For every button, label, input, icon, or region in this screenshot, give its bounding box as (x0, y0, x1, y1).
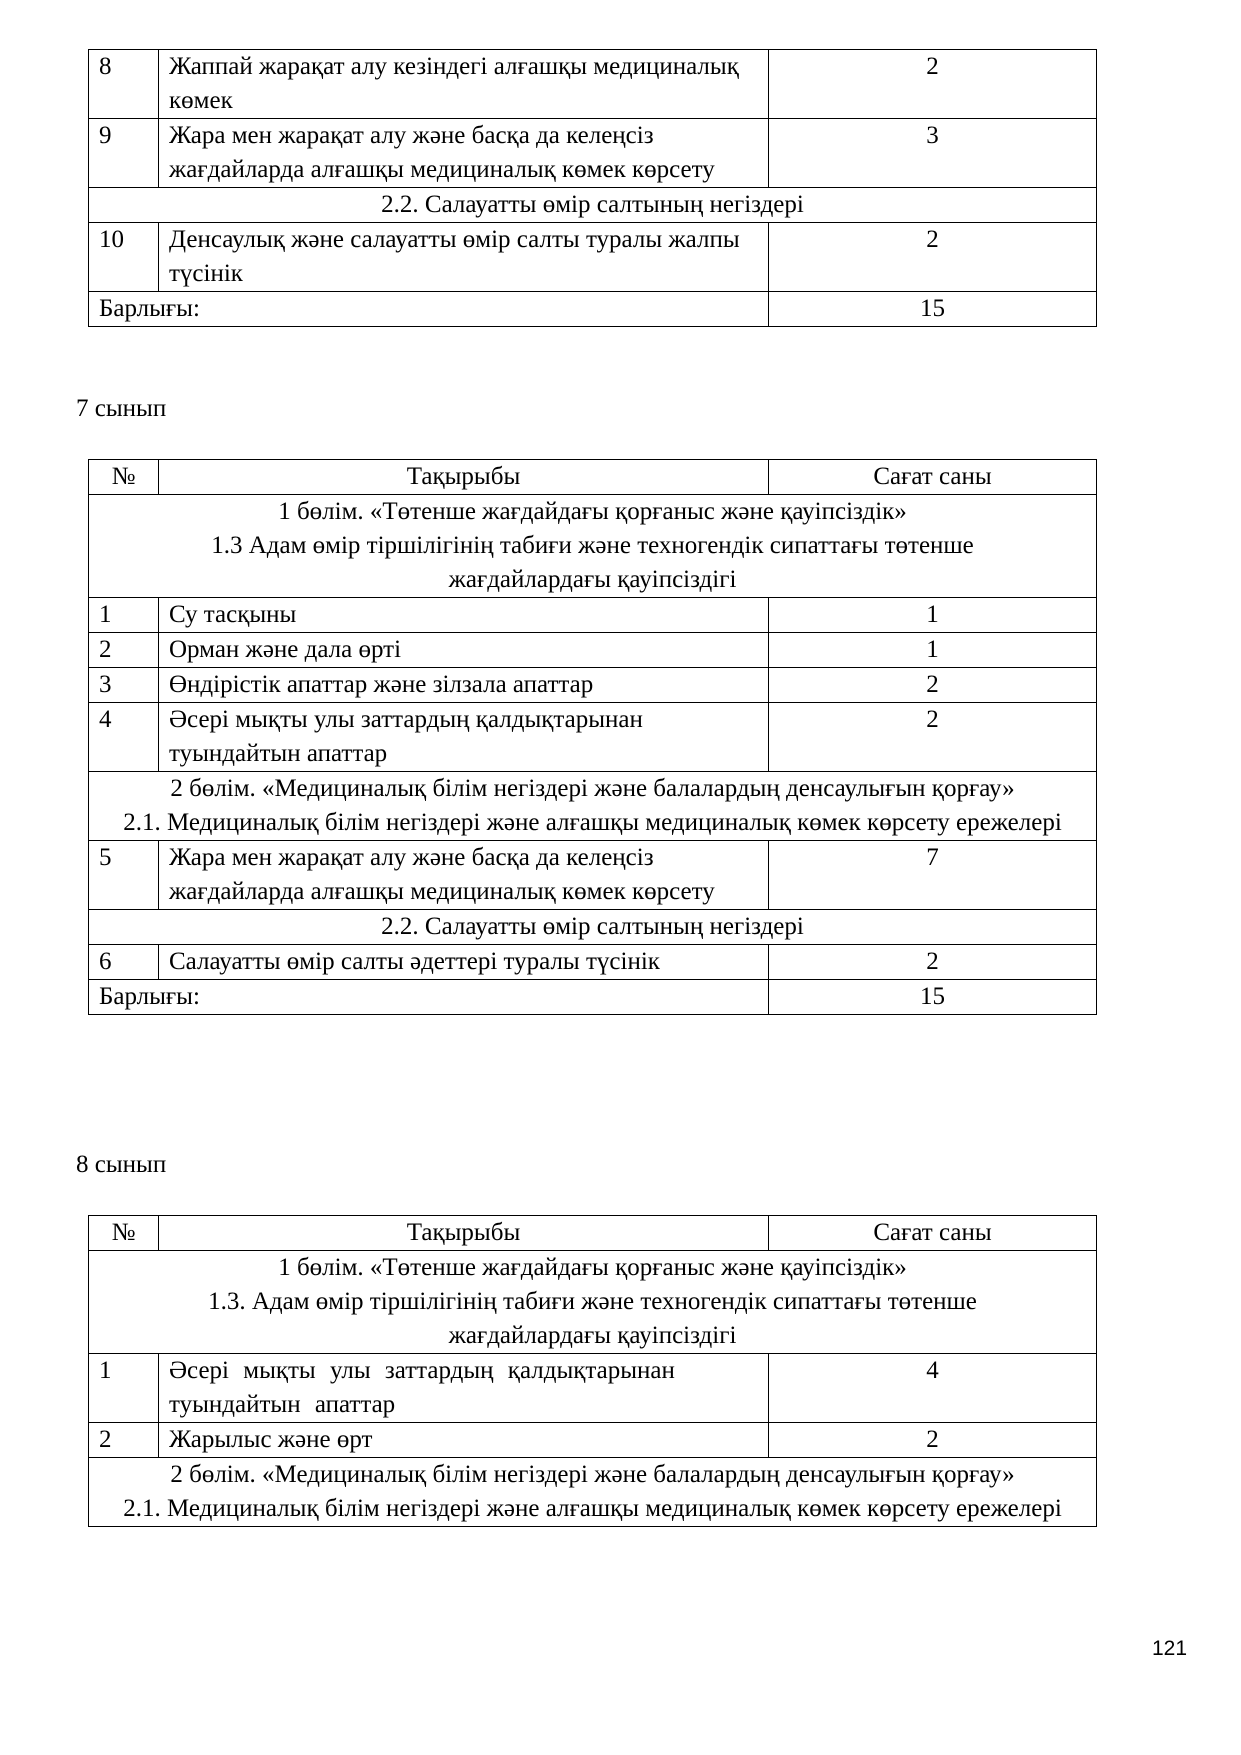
row-topic: Өндірістік апаттар және зілзала апаттар (159, 668, 769, 703)
row-hours: 2 (769, 223, 1097, 292)
row-hours: 2 (769, 703, 1097, 772)
section-block (89, 1251, 1097, 1354)
total-label: Барлығы: (89, 980, 769, 1015)
section-row (89, 1251, 1097, 1354)
table-row (89, 1423, 1097, 1458)
table-row (89, 703, 1097, 772)
section-title: 2.2. Салауатты өмір салтының негіздері (89, 188, 1097, 223)
table-row (89, 668, 1097, 703)
table-row (89, 945, 1097, 980)
section-row (89, 495, 1097, 598)
section-block (89, 772, 1097, 841)
section-block (89, 1458, 1097, 1527)
subsection-title: 2.1. Медициналық білім негіздері және алғашқы медициналық көмек көрсету ережелері (123, 1495, 1062, 1522)
row-hours: 2 (769, 668, 1097, 703)
col-header-number: № (89, 1216, 159, 1251)
row-hours: 2 (769, 1423, 1097, 1458)
row-hours: 2 (769, 50, 1097, 119)
section-block (89, 495, 1097, 598)
total-value: 15 (769, 980, 1097, 1015)
row-number: 4 (89, 703, 159, 772)
table-row (89, 1354, 1097, 1423)
subsection-title: 1.3. Адам өмір тіршілігінің табиғи және техногендік сипаттағы төтенше жағдайлардағы қауіпсіздігі (208, 1288, 977, 1349)
section-title: 2.2. Салауатты өмір салтының негіздері (89, 910, 1097, 945)
table-header-row (89, 1216, 1097, 1251)
page-number: 121 (1152, 1637, 1188, 1660)
section-row (89, 910, 1097, 945)
row-number: 10 (89, 223, 159, 292)
row-number: 9 (89, 119, 159, 188)
row-number: 5 (89, 841, 159, 910)
row-hours: 1 (769, 598, 1097, 633)
row-hours: 7 (769, 841, 1097, 910)
row-number: 3 (89, 668, 159, 703)
row-topic: Жара мен жарақат алу және басқа да келеңсіз жағдайларда алғашқы медициналық көмек көрсету (159, 841, 769, 910)
col-header-topic: Тақырыбы (159, 1216, 769, 1251)
table-row (89, 841, 1097, 910)
section-row (89, 188, 1097, 223)
section-row (89, 1458, 1097, 1527)
col-header-hours: Сағат саны (769, 460, 1097, 495)
row-number: 1 (89, 598, 159, 633)
row-topic: Әсері мықты улы заттардың қалдықтарынан туындайтын апаттар (159, 1354, 769, 1423)
total-value: 15 (769, 292, 1097, 327)
row-number: 2 (89, 1423, 159, 1458)
subsection-title: 2.1. Медициналық білім негіздері және алғашқы медициналық көмек көрсету ережелері (123, 809, 1062, 836)
row-topic: Денсаулық және салауатты өмір салты туралы жалпы түсінік (159, 223, 769, 292)
row-hours: 1 (769, 633, 1097, 668)
col-header-number: № (89, 460, 159, 495)
table-row (89, 119, 1097, 188)
section-title: 2 бөлім. «Медициналық білім негіздері және балалардың денсаулығын қорғау» (170, 775, 1015, 802)
col-header-hours: Сағат саны (769, 1216, 1097, 1251)
table-grade6-continued (88, 49, 1097, 327)
table-header-row (89, 460, 1097, 495)
row-hours: 3 (769, 119, 1097, 188)
row-topic: Су тасқыны (159, 598, 769, 633)
row-hours: 4 (769, 1354, 1097, 1423)
total-row (89, 980, 1097, 1015)
section-row (89, 772, 1097, 841)
table-row (89, 633, 1097, 668)
row-topic: Әсері мықты улы заттардың қалдықтарынан туындайтын апаттар (159, 703, 769, 772)
section-title: 1 бөлім. «Төтенше жағдайдағы қорғаныс және қауіпсіздік» (278, 498, 907, 525)
row-topic: Салауатты өмір салты әдеттері туралы түсінік (159, 945, 769, 980)
section-title: 2 бөлім. «Медициналық білім негіздері және балалардың денсаулығын қорғау» (170, 1461, 1015, 1488)
subsection-title: 1.3 Адам өмір тіршілігінің табиғи және техногендік сипаттағы төтенше жағдайлардағы қауіпсіздігі (211, 532, 974, 593)
row-number: 1 (89, 1354, 159, 1423)
row-topic: Жаппай жарақат алу кезіндегі алғашқы медициналық көмек (159, 50, 769, 119)
table-row (89, 598, 1097, 633)
table-grade8 (88, 1215, 1097, 1527)
row-number: 8 (89, 50, 159, 119)
grade7-heading: 7 сынып (76, 395, 167, 422)
row-topic: Жара мен жарақат алу және басқа да келеңсіз жағдайларда алғашқы медициналық көмек көрсету (159, 119, 769, 188)
row-number: 6 (89, 945, 159, 980)
row-hours: 2 (769, 945, 1097, 980)
row-topic: Жарылыс және өрт (159, 1423, 769, 1458)
grade8-heading: 8 сынып (76, 1151, 167, 1178)
section-title: 1 бөлім. «Төтенше жағдайдағы қорғаныс және қауіпсіздік» (278, 1254, 907, 1281)
row-number: 2 (89, 633, 159, 668)
total-label: Барлығы: (89, 292, 769, 327)
table-row (89, 50, 1097, 119)
table-grade7 (88, 459, 1097, 1015)
row-topic: Орман және дала өрті (159, 633, 769, 668)
table-row (89, 223, 1097, 292)
col-header-topic: Тақырыбы (159, 460, 769, 495)
total-row (89, 292, 1097, 327)
